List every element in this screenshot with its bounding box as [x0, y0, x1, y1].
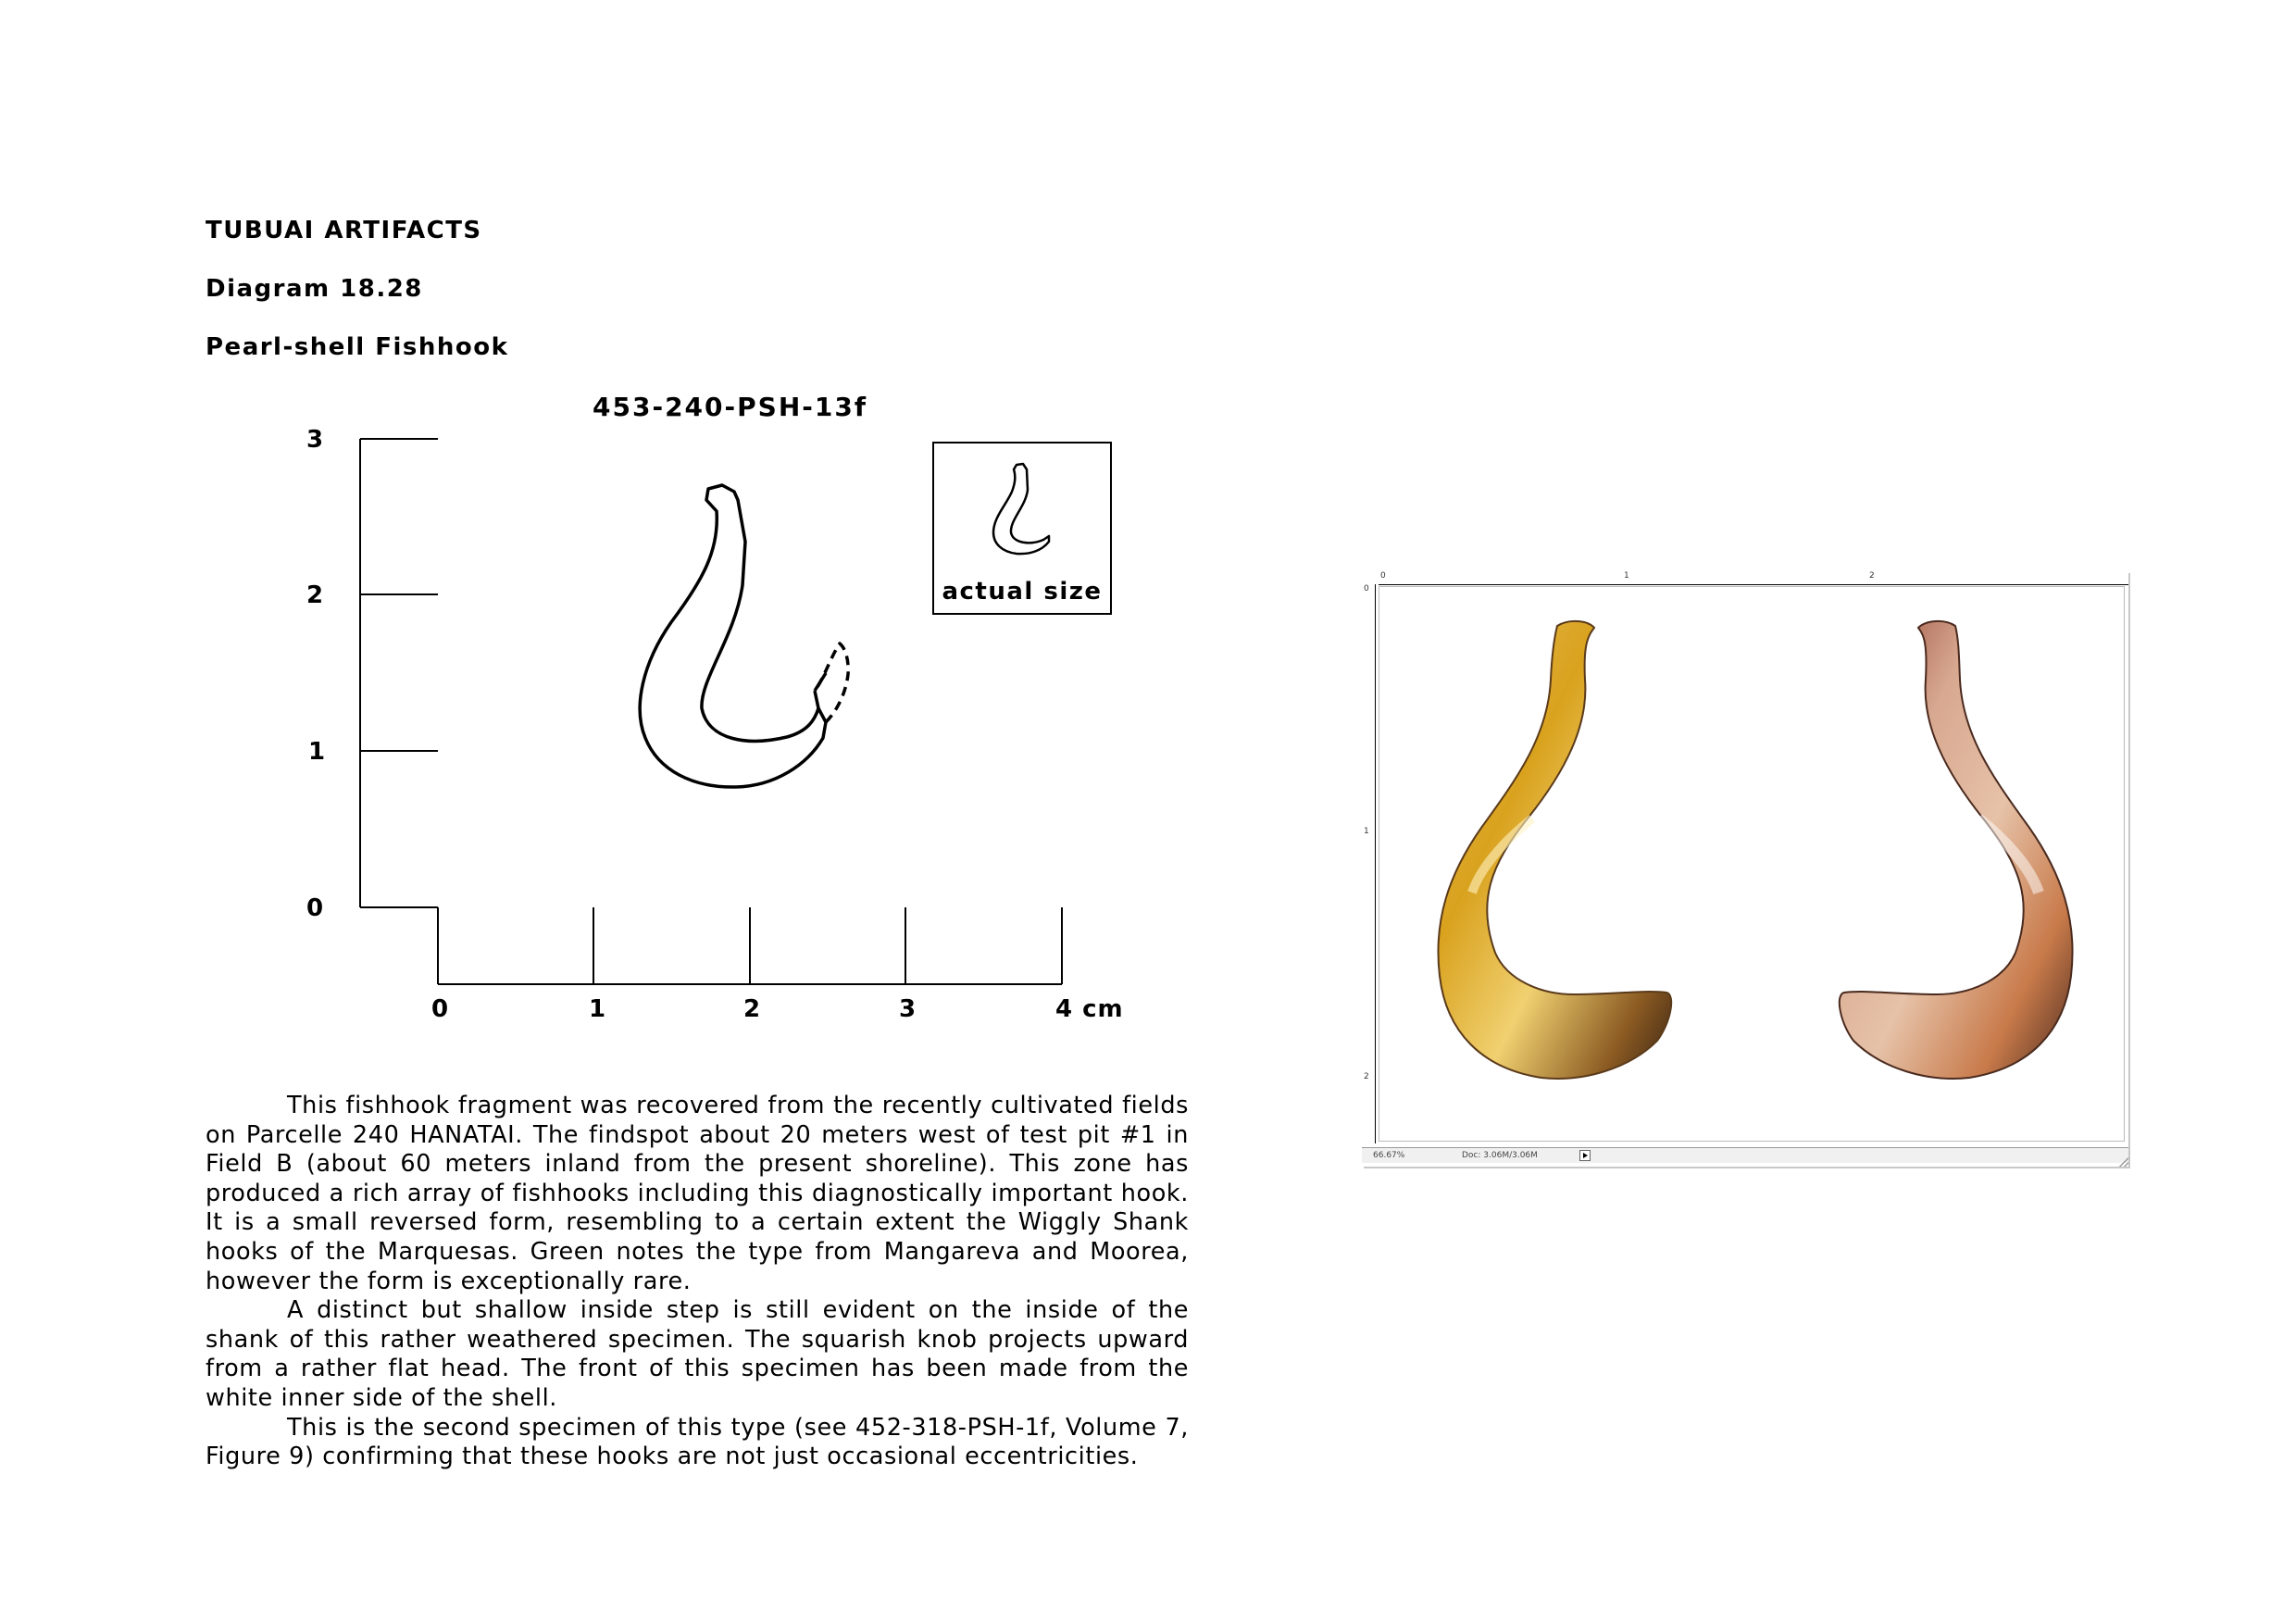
diagram-number: Diagram 18.28 — [206, 275, 423, 303]
x-tick-label-1: 1 — [589, 995, 606, 1023]
ruler-top — [1379, 571, 2128, 585]
specimen-id: 453-240-PSH-13f — [593, 392, 868, 422]
hook-body — [640, 485, 826, 787]
page-title: TUBUAI ARTIFACTS — [206, 217, 482, 244]
status-menu-arrow-icon[interactable] — [1579, 1150, 1591, 1161]
ruler-left — [1362, 584, 1376, 1143]
y-tick-label-0: 0 — [306, 894, 324, 922]
paragraph-2: A distinct but shallow inside step is still evident on the inside of the shank of this rather weathered specimen. The squarish knob projects upward from a rather flat head. The front of this specimen has been made from the white inner side of the shell. — [206, 1296, 1189, 1412]
x-tick-label-2: 2 — [743, 995, 761, 1023]
x-tick-label-4cm: 4 cm — [1055, 995, 1124, 1023]
zoom-readout[interactable]: 66.67% — [1373, 1151, 1405, 1160]
hook-outline — [640, 485, 848, 787]
status-bar — [1362, 1147, 2128, 1163]
paragraph-1: This fishhook fragment was recovered from the recently cultivated fields on Parcelle 240 HANATAI. The findspot about 20 meters west of test pit #1 in Field B (about 60 meters inland from the present shoreline). This zone has produced a rich array of fishhooks including this diagnostically important hook. It is a small reversed form, resembling to a certain extent the Wiggly Shank hooks of the Marquesas. Green notes the type from Mangareva and Moorea, however the form is exceptionally rare. — [206, 1092, 1189, 1295]
ruler-top-2: 2 — [1869, 571, 1875, 581]
ruler-left-1: 1 — [1364, 827, 1369, 836]
hook-point-break — [815, 673, 826, 708]
ruler-left-0: 0 — [1364, 584, 1369, 593]
ruler-top-0: 0 — [1380, 571, 1386, 581]
photo-hook-back — [1840, 621, 2073, 1079]
small-hook-icon — [934, 443, 1110, 564]
description-text — [206, 1092, 1189, 1472]
y-tick-label-3: 3 — [306, 426, 324, 454]
y-tick-label-2: 2 — [306, 581, 324, 609]
diagram-subject: Pearl-shell Fishhook — [206, 333, 509, 361]
photo-window — [1362, 571, 2128, 1167]
ruler-left-2: 2 — [1364, 1072, 1369, 1081]
x-tick-label-3: 3 — [899, 995, 917, 1023]
y-tick-label-1: 1 — [308, 738, 326, 766]
resize-grip-icon[interactable] — [2119, 1157, 2128, 1167]
paragraph-3: This is the second specimen of this type (see 452-318-PSH-1f, Volume 7, Figure 9) confirming that these hooks are not just occasional eccentricities. — [206, 1413, 1189, 1471]
doc-size-readout: Doc: 3.06M/3.06M — [1462, 1151, 1538, 1160]
ruler-top-1: 1 — [1624, 571, 1629, 581]
photo-canvas — [1379, 586, 2125, 1142]
x-tick-label-0: 0 — [431, 995, 449, 1023]
fishhook-photos — [1379, 587, 2124, 1141]
photo-hook-front — [1438, 621, 1671, 1079]
actual-size-label: actual size — [942, 578, 1103, 606]
actual-size-inset — [932, 442, 1112, 615]
